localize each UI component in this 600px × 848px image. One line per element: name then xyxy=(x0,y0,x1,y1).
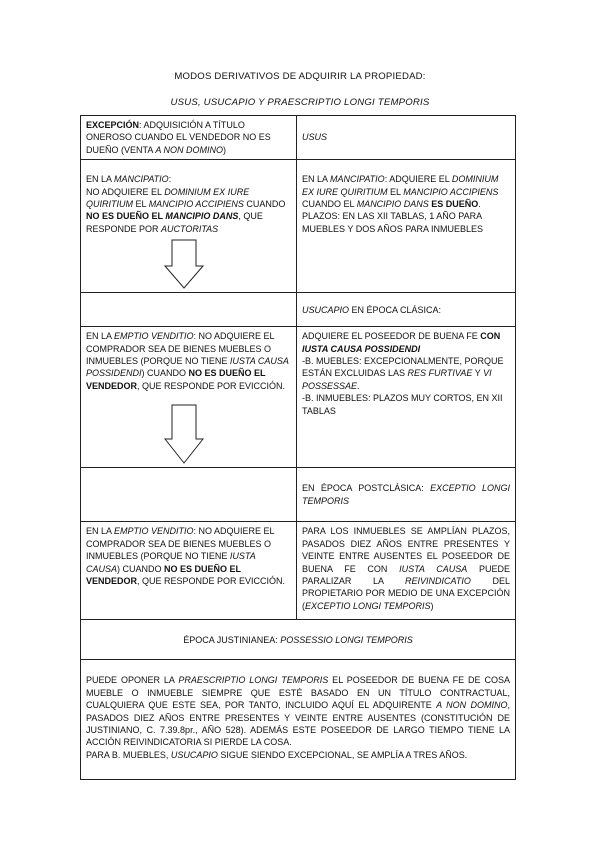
arrow-down-icon xyxy=(164,404,204,464)
table-row xyxy=(81,468,516,522)
table-row xyxy=(81,522,516,620)
cell-empty xyxy=(81,468,297,522)
cell-emptio-left: EN LA EMPTIO VENDITIO: NO ADQUIERE EL COMPRADOR SEA DE BIENES MUEBLES O INMUEBLES (PORQUE NO TIENE IUSTA CAUSA POSSIDENDI) CUANDO NO ES DUEÑO EL VENDEDOR, QUE RESPONDE POR EVICCIÓN. xyxy=(81,327,297,468)
cell-mancipatio-right: EN LA MANCIPATIO: ADQUIERE EL DOMINIUM EX IURE QUIRITIUM EL MANCIPIO ACCIPIENS CUANDO EL MANCIPIO DANS ES DUEÑO. PLAZOS: EN LAS XII TABLAS, 1 AÑO PARA MUEBLES Y DOS AÑOS PARA INMUEBLES xyxy=(297,160,516,293)
table-row xyxy=(81,620,516,660)
page-subtitle: USUS, USUCAPIO Y PRAESCRIPTIO LONGI TEMPORIS xyxy=(170,97,430,108)
cell-justinianea-heading: ÉPOCA JUSTINIANEA: POSSESSIO LONGI TEMPORIS xyxy=(81,620,516,660)
comparison-table xyxy=(80,115,516,780)
arrow-down-icon xyxy=(164,239,204,289)
cell-usucapio-heading: USUCAPIO EN ÉPOCA CLÁSICA: xyxy=(297,293,516,327)
cell-justinianea-text: PUEDE OPONER LA PRAESCRIPTIO LONGI TEMPORIS EL POSEEDOR DE BUENA FE DE COSA MUEBLE O INMUEBLE SIEMPRE QUE ESTÉ BASADO EN UN TÍTULO CONTRACTUAL, CUALQUIERA QUE ESTE SEA, POR TANTO, INCLUIDO AQUÍ EL ADQUIRENTE A NON DOMINO, PASADOS DIEZ AÑOS ENTRE PRESENTES Y VEINTE ENTRE AUSENTES (CONSTITUCIÓN DE JUSTINIANO, C. 7.39.8pr., AÑO 528). ADEMÁS ESTE POSEEDOR DE LARGO TIEMPO TIENE LA ACCIÓN REIVINDICATORIA SI PIERDE LA COSA. PARA B. MUEBLES, USUCAPIO SIGUE SIENDO EXCEPCIONAL, SE AMPLÍA A TRES AÑOS. xyxy=(81,660,516,780)
cell-postclasica-right: PARA LOS INMUEBLES SE AMPLÍAN PLAZOS, PASADOS DIEZ AÑOS ENTRE PRESENTES Y VEINTE ENTRE AUSENTES EL POSEEDOR DE BUENA FE CON IUSTA CAUSA PUEDE PARALIZAR LA REIVINDICATIO DEL PROPIETARIO POR MEDIO DE UNA EXCEPCIÓN (EXCEPTIO LONGI TEMPORIS) xyxy=(297,522,516,620)
table-row xyxy=(81,116,516,160)
table-row xyxy=(81,660,516,780)
cell-usus: USUS xyxy=(297,116,516,160)
table-row xyxy=(81,327,516,468)
cell-empty xyxy=(81,293,297,327)
cell-mancipatio-left: EN LA MANCIPATIO: NO ADQUIERE EL DOMINIUM EX IURE QUIRITIUM EL MANCIPIO ACCIPIENS CUANDO NO ES DUEÑO EL MANCIPIO DANS, QUE RESPONDE POR AUCTORITAS xyxy=(81,160,297,293)
cell-exception: EXCEPCIÓN: ADQUISICIÓN A TÍTULO ONEROSO CUANDO EL VENDEDOR NO ES DUEÑO (VENTA A NON DOMINO) xyxy=(81,116,297,160)
cell-emptio-left-2: EN LA EMPTIO VENDITIO: NO ADQUIERE EL COMPRADOR SEA DE BIENES MUEBLES O INMUEBLES (PORQUE NO TIENE IUSTA CAUSA) CUANDO NO ES DUEÑO EL VENDEDOR, QUE RESPONDE POR EVICCIÓN. xyxy=(81,522,297,620)
cell-postclasica-heading: EN ÉPOCA POSTCLÁSICA: EXCEPTIO LONGI TEMPORIS xyxy=(297,468,516,522)
cell-usucapio-right: ADQUIERE EL POSEEDOR DE BUENA FE CON IUSTA CAUSA POSSIDENDI -B. MUEBLES: EXCEPCIONALMENTE, PORQUE ESTÁN EXCLUIDAS LAS RES FURTIVAE Y VI POSSESSAE. -B. INMUEBLES: PLAZOS MUY CORTOS, EN XII TABLAS xyxy=(297,327,516,468)
table-row xyxy=(81,293,516,327)
page-title: MODOS DERIVATIVOS DE ADQUIRIR LA PROPIEDAD: xyxy=(174,71,426,82)
table-row xyxy=(81,160,516,293)
